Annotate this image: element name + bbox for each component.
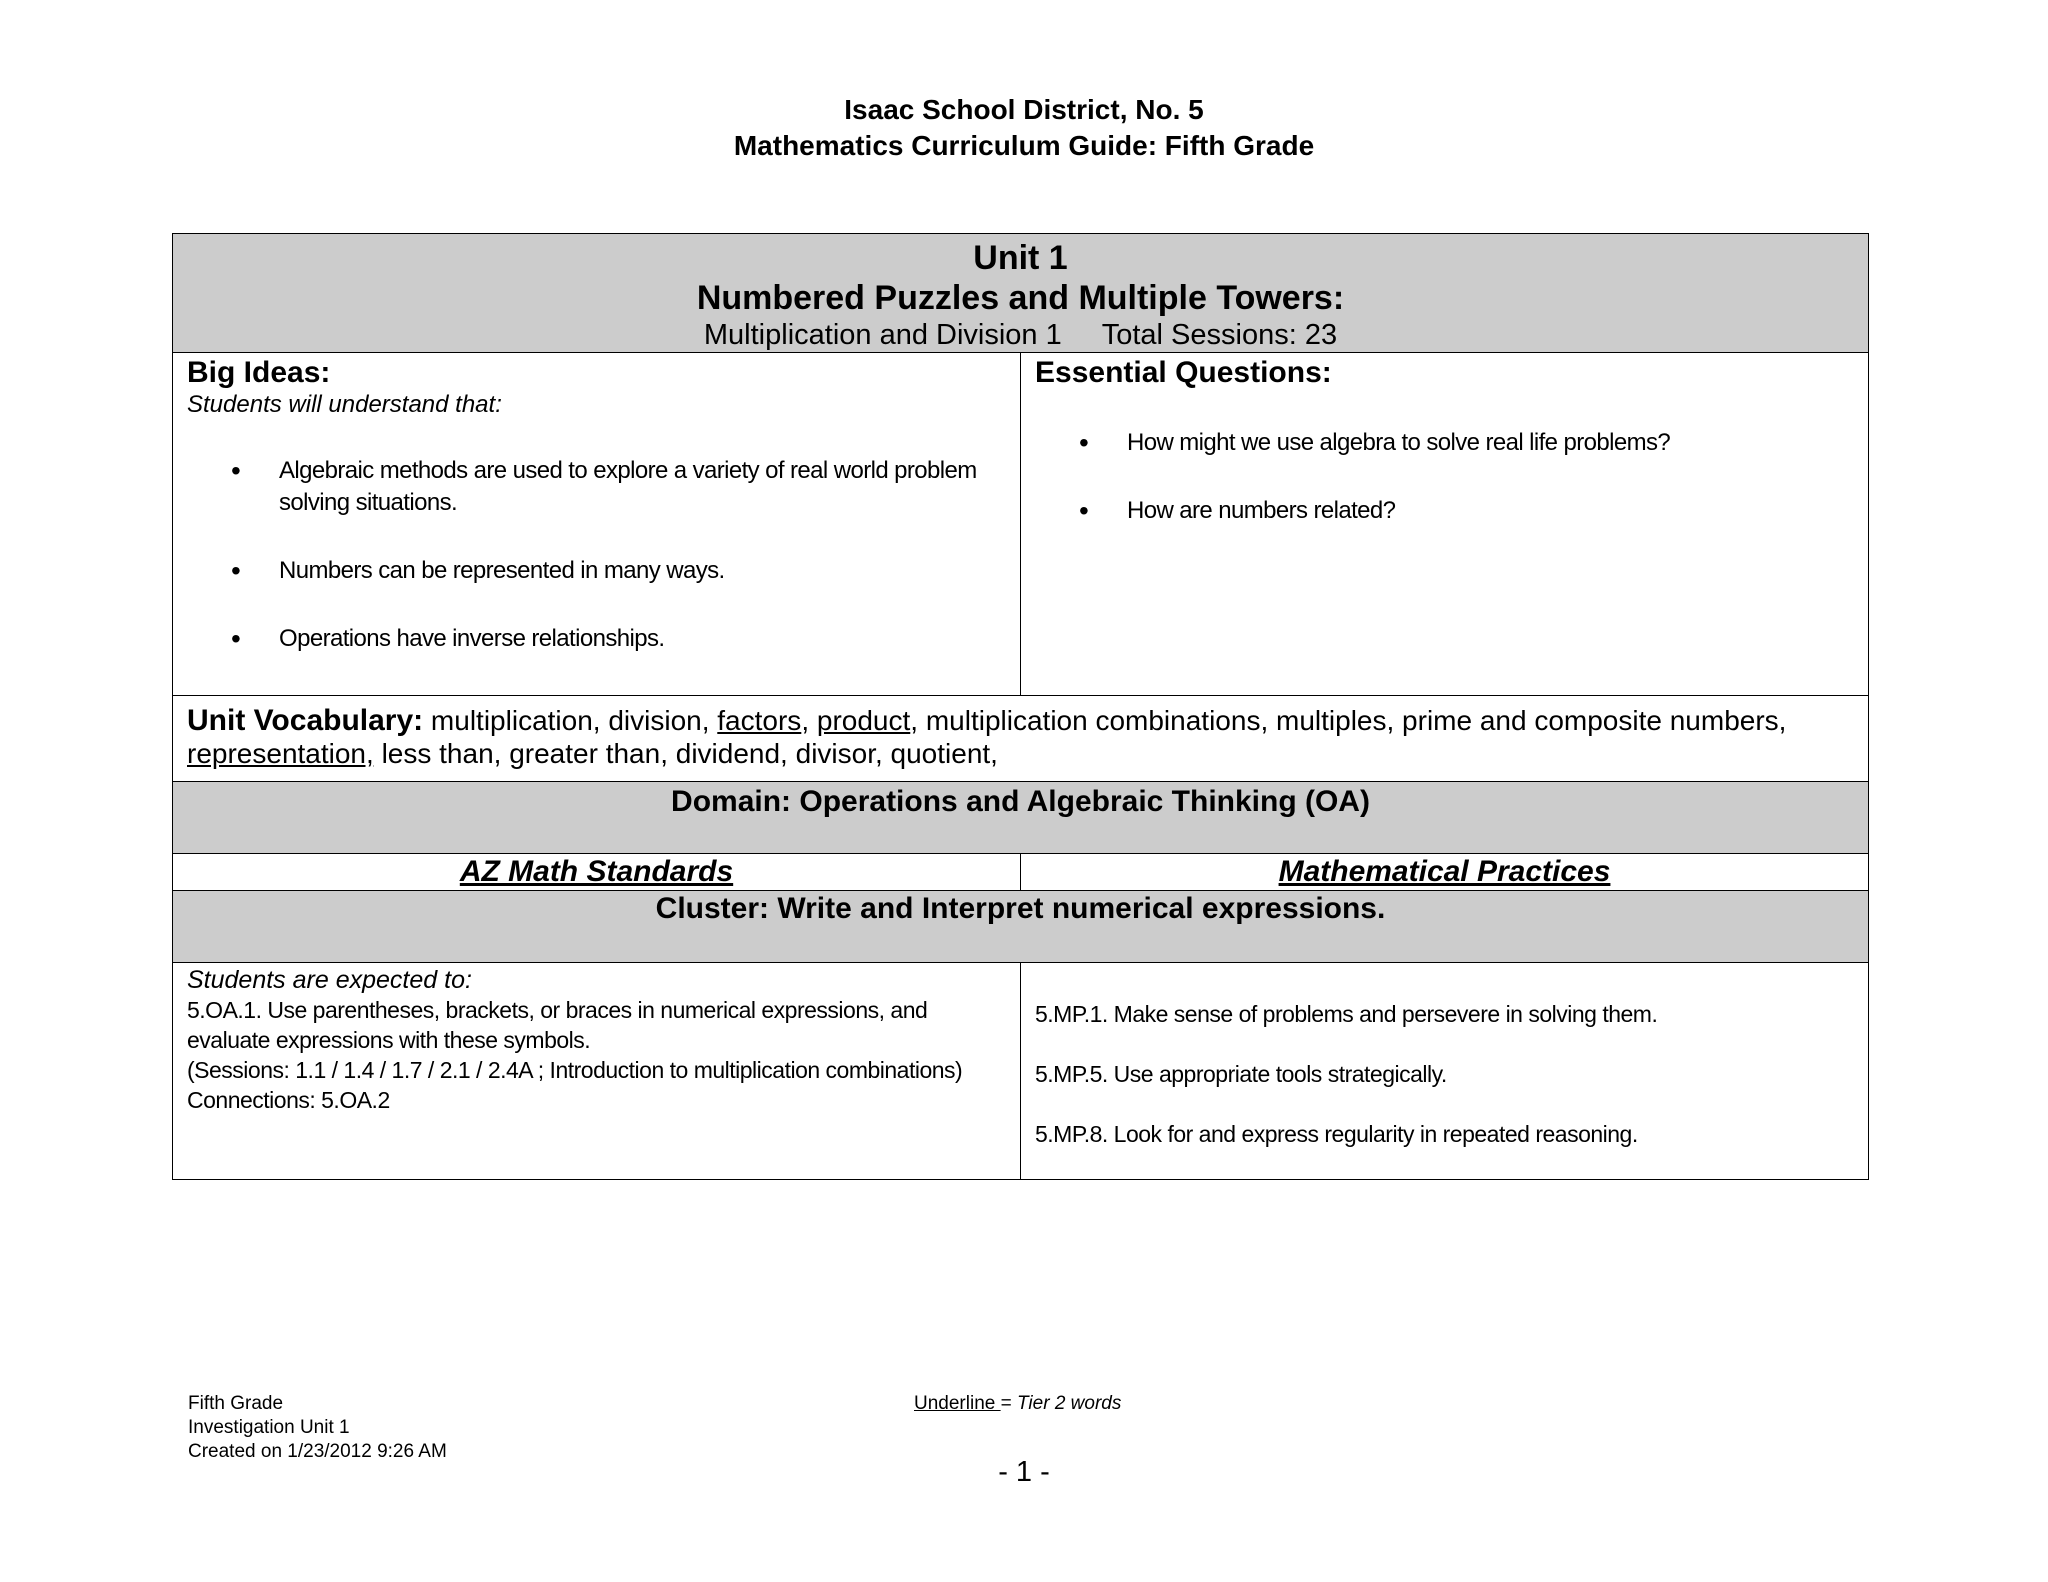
unit-name: Numbered Puzzles and Multiple Towers: <box>696 279 1345 317</box>
standards-cell <box>173 963 1021 1180</box>
standard-connections: Connections: 5.OA.2 <box>187 1087 390 1113</box>
footer-legend <box>914 1392 1121 1416</box>
practices-list <box>1035 965 1854 1149</box>
standard-5-oa-1: 5.OA.1. Use parentheses, brackets, or braces in numerical expressions, and evaluate expressions with these symbols. <box>187 997 928 1053</box>
legend-underline-label: Underline <box>914 1393 1001 1414</box>
legend-equals: = <box>1000 1393 1017 1414</box>
page-header <box>0 92 2048 164</box>
essential-questions-list <box>1035 427 1854 527</box>
domain-heading: Domain: Operations and Algebraic Thinking (OA) <box>173 782 1869 854</box>
footer-grade: Fifth Grade <box>188 1393 284 1414</box>
vocabulary-separator: , <box>801 705 817 736</box>
list-item: • Algebraic methods are used to explore a variety of real world problem solving situations. <box>187 455 1006 519</box>
unit-subtitle <box>173 318 1868 352</box>
essential-questions-heading: Essential Questions: <box>1035 356 1332 389</box>
vocabulary-text: multiplication, division, <box>423 705 718 736</box>
list-item: • How are numbers related? <box>1035 495 1854 527</box>
practice-item: 5.MP.8. Look for and express regularity in repeated reasoning. <box>1035 1121 1638 1147</box>
big-ideas-cell <box>173 353 1021 696</box>
cluster-heading: Cluster: Write and Interpret numerical expressions. <box>173 891 1869 963</box>
vocabulary-word-representation: representation, <box>187 738 374 769</box>
standard-sessions: (Sessions: 1.1 / 1.4 / 1.7 / 2.1 / 2.4A ; Introduction to multiplication combinations) <box>187 1057 963 1083</box>
footer-unit: Investigation Unit 1 <box>188 1417 350 1438</box>
list-item: • Operations have inverse relationships. <box>187 623 1006 655</box>
unit-sessions: Total Sessions: 23 <box>1101 319 1338 351</box>
footer-created: Created on 1/23/2012 9:26 AM <box>188 1441 447 1462</box>
unit-number: Unit 1 <box>973 239 1068 277</box>
footer-info <box>188 1392 447 1464</box>
curriculum-table <box>172 233 1869 1180</box>
guide-title: Mathematics Curriculum Guide: Fifth Grade <box>733 130 1315 161</box>
unit-topic: Multiplication and Division 1 <box>703 319 1062 351</box>
big-ideas-list <box>187 455 1006 655</box>
unit-title-cell <box>173 234 1869 353</box>
practice-item: 5.MP.1. Make sense of problems and persevere in solving them. <box>1035 1001 1658 1027</box>
vocabulary-text: less than, greater than, dividend, divisor, quotient, <box>373 738 998 769</box>
legend-text: Tier 2 words <box>1016 1393 1122 1414</box>
district-title: Isaac School District, No. 5 <box>844 94 1204 125</box>
vocabulary-label: Unit Vocabulary: <box>187 704 424 737</box>
mathematical-practices-heading: Mathematical Practices <box>1021 854 1869 891</box>
practice-item: 5.MP.5. Use appropriate tools strategically. <box>1035 1061 1447 1087</box>
essential-questions-cell <box>1021 353 1869 696</box>
list-item: • How might we use algebra to solve real life problems? <box>1035 427 1854 459</box>
vocabulary-word-product: product <box>816 705 911 736</box>
vocabulary-text: , multiplication combinations, multiples, prime and composite numbers, <box>910 705 1787 736</box>
vocabulary-word-factors: factors <box>717 705 802 736</box>
unit-vocabulary-cell <box>173 696 1869 782</box>
practices-cell <box>1021 963 1869 1180</box>
standards-intro: Students are expected to: <box>187 966 472 994</box>
big-ideas-intro: Students will understand that: <box>187 391 502 418</box>
page-number: - 1 - <box>998 1456 1050 1488</box>
az-math-standards-heading: AZ Math Standards <box>173 854 1021 891</box>
list-item: • Numbers can be represented in many ways. <box>187 555 1006 587</box>
big-ideas-heading: Big Ideas: <box>187 356 331 389</box>
